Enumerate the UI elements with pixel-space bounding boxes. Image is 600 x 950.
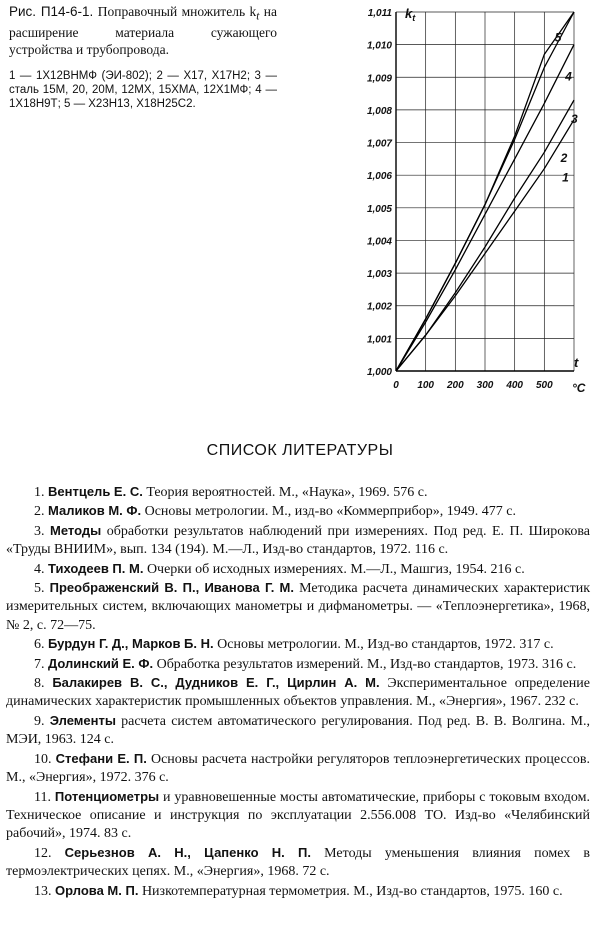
figure-caption-text: Поправочный множитель k bbox=[97, 4, 257, 19]
reference-item bbox=[6, 882, 590, 901]
reference-authors: Методы bbox=[50, 522, 102, 538]
reference-item bbox=[6, 635, 590, 654]
reference-text: Основы метрологии. М., Изд-во стандартов, 1972. 317 с. bbox=[213, 637, 554, 653]
reference-text: Теория вероятностей. М., «Наука», 1969. 576 с. bbox=[142, 485, 428, 500]
x-axis-unit: °С bbox=[572, 381, 586, 395]
references-heading: СПИСОК ЛИТЕРАТУРЫ bbox=[206, 442, 394, 459]
reference-text: и уравновешенные мосты автоматические, приборы с токовым входом. Техническое описание и инструкция по эксплуатации 2.556.008 ТО. Изд-во «Челябинский рабочий», 1974. 83 с. bbox=[6, 789, 591, 842]
reference-number: 9. bbox=[34, 713, 45, 729]
y-tick-label: 1,002 bbox=[366, 301, 392, 313]
series-5-label: 5 bbox=[554, 30, 562, 45]
figure-label: Рис. П14-6-1. bbox=[9, 4, 94, 19]
x-tick-label: 500 bbox=[535, 380, 553, 391]
y-tick-label: 1,001 bbox=[366, 334, 392, 346]
y-tick-label: 1,010 bbox=[366, 40, 392, 52]
x-tick-label: 100 bbox=[417, 380, 435, 391]
reference-authors: Маликов М. Ф. bbox=[48, 503, 142, 519]
series-2-label: 2 bbox=[560, 151, 568, 166]
reference-authors: Бурдун Г. Д., Марков Б. Н. bbox=[48, 636, 214, 652]
x-tick-label: 200 bbox=[446, 380, 464, 391]
reference-text: Обработка результатов измерений. М., Изд-во стандартов, 1973. 316 с. bbox=[153, 656, 577, 672]
series-1-label: 1 bbox=[562, 170, 569, 185]
y-tick-label: 1,008 bbox=[366, 105, 392, 117]
reference-number: 6. bbox=[34, 637, 45, 653]
y-tick-label: 1,004 bbox=[366, 236, 392, 248]
reference-item bbox=[6, 674, 590, 712]
reference-item bbox=[6, 579, 590, 635]
reference-text: Экспериментальное определение динамических характеристик промышленных объектов управления. М., «Энергия», 1967. 232 с. bbox=[6, 676, 590, 710]
kt-chart bbox=[340, 0, 600, 400]
chart-grid bbox=[396, 12, 574, 371]
y-tick-label: 1,009 bbox=[366, 73, 392, 85]
reference-authors: Вентцель Е. С. bbox=[48, 484, 143, 499]
reference-text: расчета систем автоматического регулирования. Под ред. В. В. Волгина. М., МЭИ, 1963. 124 с. bbox=[6, 713, 590, 748]
reference-item bbox=[6, 750, 590, 788]
reference-authors: Балакирев В. С., Дудников Е. Г., Цирлин А. М. bbox=[52, 675, 380, 691]
figure-legend: 1 — 1Х12ВНМФ (ЭИ-802); 2 — Х17, Х17Н2; 3 — сталь 15М, 20, 20М, 12МХ, 15ХМА, 12Х1МФ; 4 — 1Х18Н9Т; 5 — Х23Н13, Х18Н25С2. bbox=[9, 70, 277, 110]
reference-number: 11. bbox=[34, 789, 51, 805]
reference-authors: Потенциометры bbox=[54, 788, 160, 804]
reference-authors: Серьезнов А. Н., Цапенко Н. П. bbox=[64, 844, 312, 860]
figure-caption bbox=[9, 4, 277, 58]
y-axis-label: $k_t$ bbox=[405, 6, 416, 23]
reference-text: обработки результатов наблюдений при измерениях. Под ред. Е. П. Широкова «Труды ВНИИМ», вып. 134 (194). М.—Л., Изд-во стандартов, 1972. 116 с. bbox=[6, 523, 591, 558]
reference-authors: Долинский Е. Ф. bbox=[48, 655, 154, 671]
figure-caption-sub: t bbox=[256, 10, 260, 23]
reference-text: Низкотемпературная термометрия. М., Изд-во стандартов, 1975. 160 с. bbox=[138, 883, 563, 899]
reference-number: 13. bbox=[34, 883, 52, 899]
reference-number: 2. bbox=[34, 504, 45, 520]
reference-number: 7. bbox=[34, 656, 45, 672]
reference-item bbox=[6, 788, 590, 844]
x-tick-label: 300 bbox=[476, 380, 494, 391]
reference-text: Основы метрологии. М., изд-во «Коммерприбор», 1949. 477 с. bbox=[141, 504, 516, 520]
series-3-label: 3 bbox=[571, 111, 578, 126]
reference-number: 3. bbox=[34, 523, 45, 539]
reference-text: Методика расчета динамических характеристик измерительных систем, включающих манометры и дифманометры. — «Теплоэнергетика», 1968, № 2, с. 72—75. bbox=[6, 581, 590, 633]
chart-series bbox=[396, 12, 578, 371]
reference-number: 1. bbox=[34, 485, 45, 500]
reference-item bbox=[6, 502, 590, 521]
reference-authors: Тиходеев П. М. bbox=[48, 560, 144, 576]
reference-item bbox=[6, 483, 590, 502]
reference-item bbox=[6, 655, 590, 674]
reference-number: 4. bbox=[34, 561, 45, 577]
y-tick-label: 1,005 bbox=[366, 203, 392, 215]
chart-ticks bbox=[367, 8, 553, 391]
reference-authors: Орлова М. П. bbox=[55, 882, 139, 898]
reference-item bbox=[6, 712, 590, 750]
reference-item bbox=[6, 522, 590, 560]
reference-text: Очерки об исходных измерениях. М.—Л., Машгиз, 1954. 216 с. bbox=[143, 561, 525, 577]
y-tick-label: 1,007 bbox=[366, 138, 392, 150]
y-tick-label: 1,003 bbox=[366, 269, 392, 281]
x-tick-label: 400 bbox=[506, 380, 524, 391]
reference-item bbox=[6, 560, 590, 579]
reference-text: Методы уменьшения влияния помех в термоэлектрических цепях. М., «Энергия», 1968. 72 с. bbox=[6, 845, 591, 880]
references-list bbox=[6, 483, 590, 901]
figure-caption-rest: на расширение материала сужающего устройства и трубопровода. bbox=[9, 4, 278, 57]
reference-item bbox=[6, 844, 590, 882]
y-tick-label: 1,011 bbox=[367, 8, 392, 19]
reference-number: 12. bbox=[34, 845, 52, 861]
reference-number: 8. bbox=[34, 676, 45, 692]
reference-number: 5. bbox=[34, 581, 45, 597]
y-tick-label: 1,006 bbox=[366, 171, 392, 183]
y-tick-label: 1,000 bbox=[366, 367, 392, 378]
reference-number: 10. bbox=[34, 751, 52, 767]
reference-authors: Стефани Е. П. bbox=[55, 750, 147, 766]
series-4-label: 4 bbox=[565, 69, 572, 84]
reference-text: Основы расчета настройки регуляторов теплоэнергетических процессов. М., «Энергия», 1972. 376 с. bbox=[6, 751, 590, 786]
x-axis-label: t bbox=[574, 355, 579, 370]
reference-authors: Элементы bbox=[49, 712, 116, 728]
x-tick-label: 0 bbox=[393, 380, 399, 391]
reference-authors: Преображенский В. П., Иванова Г. М. bbox=[49, 580, 295, 596]
